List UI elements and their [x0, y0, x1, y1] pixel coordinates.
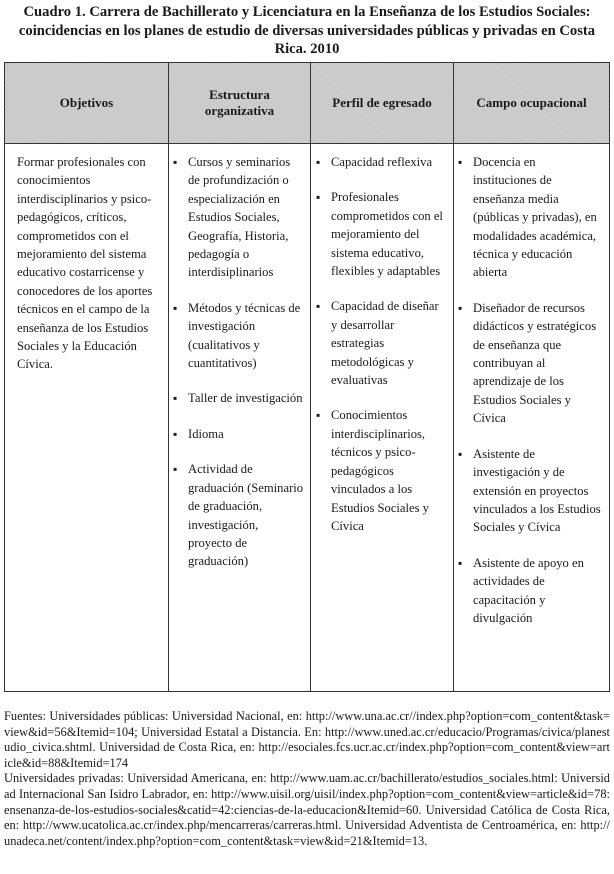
header-estructura: Estructura organizativa	[204, 87, 275, 118]
campo-item: ▪ Diseñador de recursos didácticos y estratégicos de enseñanza que contribuyan al aprendizaje de los Estudios Sociales y Cívica	[458, 299, 602, 428]
estructura-item: ▪ Métodos y técnicas de investigación (cualitativos y cuantitativos)	[173, 299, 305, 373]
estructura-cell	[173, 153, 305, 588]
perfil-cell	[316, 153, 448, 552]
sources-note	[4, 709, 610, 849]
perfil-item: ▪ Profesionales comprometidos con el mejoramiento del sistema educativo, flexibles y adaptables	[316, 188, 448, 280]
campo-item: ▪ Docencia en instituciones de enseñanza media (públicas y privadas), en modalidades académica, técnica y educación abierta	[458, 153, 602, 282]
objetivos-text: Formar profesionales con conocimientos interdisciplinarios y psico-pedagógicos, críticos, comprometidos con el mejoramiento del sistema educativo costarricense y conocedores de los aportes técnicos en el campo de la enseñanza de los Estudios Sociales y la Educación Cívica.	[17, 155, 153, 372]
perfil-item: ▪ Conocimientos interdisciplinarios, técnicos y psico-pedagógicos vinculados a los Estudios Sociales y Cívica	[316, 406, 448, 535]
header-perfil: Perfil de egresado	[332, 95, 432, 110]
objetivos-cell	[17, 153, 163, 374]
column-divider	[168, 63, 169, 691]
column-divider	[310, 63, 311, 691]
sources-public: Fuentes: Universidades públicas: Universidad Nacional, en: http://www.una.ac.cr//index.php?option=com_content&task=view&id=56&Itemid=104; Universidad Estatal a Distancia. En: http://www.uned.ac.cr/educacio/Programas/civica/planestudio_civica.shtml. Universidad de Costa Rica, en: http://esociales.fcs.ucr.ac.cr/index.php?option=com_content&view=article&id=88&Itemid=174	[4, 709, 610, 770]
header-campo: Campo ocupacional	[476, 95, 587, 110]
perfil-item: ▪ Capacidad reflexiva	[316, 153, 448, 171]
sources-private: Universidades privadas: Universidad Americana, en: http://www.uam.ac.cr/bachillerato/estudios_sociales.html: Universidad Internacional San Isidro Labrador, en: http://www.uisil.org/uisil/index.php?option=com_content&view=article&id=78:ensenanza-de-los-estudios-sociales&catid=42:ciencias-de-la-educacion&Itemid=60. Universidad Católica de Costa Rica, en: http://www.ucatolica.ac.cr/index.php/mencarreras/carreras.html. Universidad Adventista de Centroamérica, en: http://unadeca.net/content/index.php?option=com_content&task=view&id=21&Itemid=13.	[4, 771, 610, 848]
curriculum-table	[4, 62, 610, 692]
estructura-item: ▪ Actividad de graduación (Seminario de graduación, investigación, proyecto de graduación)	[173, 460, 305, 570]
perfil-item: ▪ Capacidad de diseñar y desarrollar estrategias metodológicas y evaluativas	[316, 297, 448, 389]
header-objetivos: Objetivos	[59, 95, 114, 110]
campo-cell	[458, 153, 602, 644]
table-title: Cuadro 1. Carrera de Bachillerato y Licenciatura en la Enseñanza de los Estudios Sociales: coincidencias en los planes de estudio de diversas universidades públicas y privadas en Costa Rica. 2010	[18, 4, 596, 57]
estructura-item: ▪ Idioma	[173, 425, 305, 443]
column-divider	[453, 63, 454, 691]
campo-item: ▪ Asistente de investigación y de extensión en proyectos vinculados a los Estudios Sociales y Cívica	[458, 445, 602, 537]
estructura-item: ▪ Cursos y seminarios de profundización o especialización en Estudios Sociales, Geografía, Historia, pedagogía o interdisiplinarios	[173, 153, 305, 282]
campo-item: ▪ Asistente de apoyo en actividades de capacitación y divulgación	[458, 554, 602, 628]
estructura-item: ▪ Taller de investigación	[173, 389, 305, 407]
